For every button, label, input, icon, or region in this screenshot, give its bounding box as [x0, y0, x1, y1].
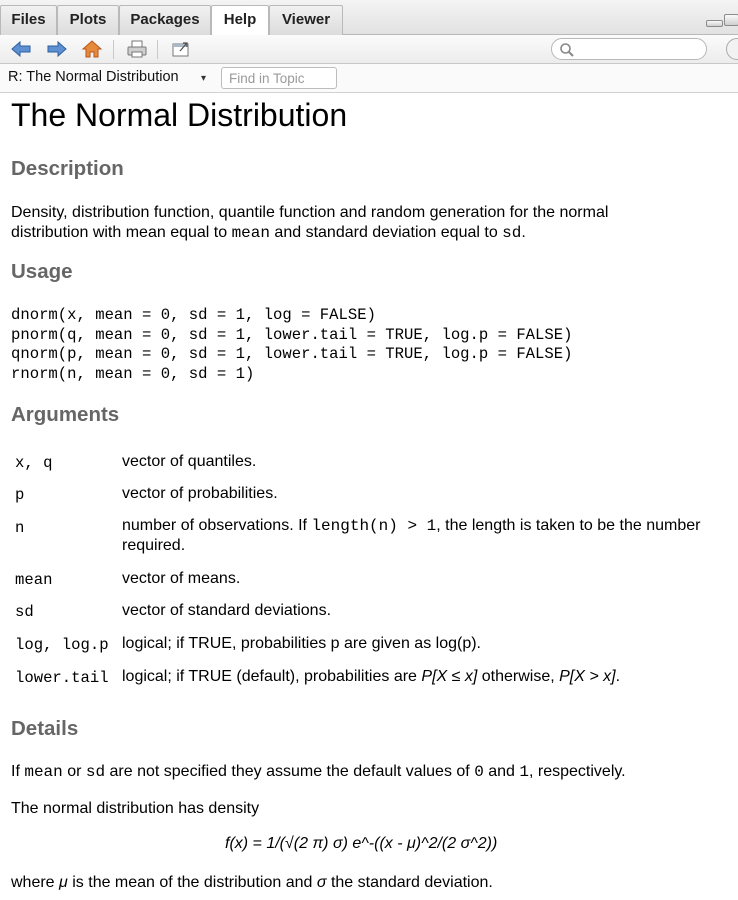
details-text: If	[11, 763, 25, 780]
page-title: The Normal Distribution	[11, 97, 348, 133]
description-line: distribution with mean equal to	[11, 223, 232, 241]
code-span: 0	[474, 763, 484, 781]
argument-description: vector of standard deviations.	[122, 602, 332, 619]
argument-name: sd	[15, 603, 34, 621]
details-text: , respectively.	[529, 763, 626, 780]
tab-packages[interactable]: Packages	[119, 5, 211, 35]
help-toolbar	[0, 35, 738, 64]
description-line: and standard deviation equal to	[269, 223, 503, 241]
argument-description: vector of probabilities.	[122, 485, 278, 502]
usage-code-block	[11, 306, 572, 384]
pane-tab-bar	[0, 0, 738, 35]
section-heading-description: Description	[11, 157, 124, 180]
details-text: where	[11, 874, 60, 891]
argument-text: .	[615, 668, 621, 685]
argument-name: lower.tail	[15, 669, 109, 687]
math-expression: P[X ≤ x]	[421, 668, 478, 685]
description-line: Density, distribution function, quantile function and random generation for the normal	[11, 204, 609, 221]
details-paragraph: The normal distribution has density	[11, 800, 260, 817]
section-heading-usage: Usage	[11, 260, 73, 283]
help-search-input[interactable]	[551, 38, 707, 60]
density-formula: f(x) = 1/(√(2 π) σ) e^-((x - μ)^2/(2 σ^2))	[225, 835, 498, 852]
code-span: mean	[231, 223, 270, 242]
topic-dropdown[interactable]: R: The Normal Distribution	[8, 69, 179, 85]
topic-bar	[0, 64, 738, 93]
usage-line: pnorm(q, mean = 0, sd = 1, lower.tail = TRUE, log.p = FALSE)	[11, 325, 573, 344]
details-paragraph	[11, 762, 701, 783]
forward-arrow-icon[interactable]	[46, 38, 68, 60]
argument-description	[122, 667, 702, 687]
details-text: is the mean of the distribution and	[67, 874, 317, 891]
toolbar-separator	[113, 40, 114, 59]
details-text: or	[62, 763, 86, 780]
code-span: 1	[519, 763, 529, 781]
home-icon[interactable]	[81, 38, 103, 60]
chevron-down-icon[interactable]: ▾	[201, 73, 207, 84]
argument-name: x, q	[15, 454, 53, 472]
maximize-pane-button[interactable]	[724, 14, 738, 26]
search-icon	[559, 42, 575, 63]
argument-description: vector of quantiles.	[122, 453, 257, 470]
usage-line: rnorm(n, mean = 0, sd = 1)	[11, 364, 255, 383]
argument-description: vector of means.	[122, 570, 241, 587]
tab-viewer[interactable]: Viewer	[269, 5, 343, 35]
details-text: and	[483, 763, 520, 780]
help-document	[11, 93, 723, 900]
math-expression: P[X > x]	[559, 668, 616, 685]
details-paragraph	[11, 873, 701, 893]
details-text: the standard deviation.	[326, 874, 493, 891]
argument-description	[122, 516, 702, 556]
tab-files[interactable]: Files	[0, 5, 57, 35]
minimize-pane-button[interactable]	[706, 14, 721, 26]
argument-name: p	[15, 486, 25, 504]
toolbar-separator	[157, 40, 158, 59]
section-heading-details: Details	[11, 717, 79, 740]
back-arrow-icon[interactable]	[10, 38, 32, 60]
code-span: sd	[85, 763, 106, 781]
argument-name: log, log.p	[15, 636, 109, 654]
show-in-window-icon[interactable]	[170, 38, 192, 60]
section-heading-arguments: Arguments	[11, 403, 120, 426]
tab-plots[interactable]: Plots	[57, 5, 119, 35]
math-symbol: σ	[316, 874, 327, 891]
find-in-topic-input[interactable]	[222, 68, 336, 88]
description-text	[11, 203, 701, 243]
argument-text: logical; if TRUE (default), probabilities are	[122, 668, 422, 685]
code-span: length(n) > 1	[311, 517, 437, 535]
refresh-icon[interactable]	[726, 38, 738, 60]
argument-description: logical; if TRUE, probabilities p are given as log(p).	[122, 635, 481, 652]
argument-text: otherwise,	[477, 668, 560, 685]
description-line: .	[521, 223, 526, 241]
math-symbol: μ	[59, 874, 68, 891]
code-span: sd	[502, 223, 522, 242]
argument-text: , the length is taken to be the number required.	[122, 517, 701, 554]
argument-name: mean	[15, 571, 53, 589]
code-span: mean	[24, 763, 63, 781]
argument-text: number of observations. If	[122, 517, 312, 534]
tab-help[interactable]: Help	[211, 5, 269, 36]
print-icon[interactable]	[126, 38, 148, 60]
argument-name: n	[15, 519, 25, 537]
details-text: are not specified they assume the default values of	[105, 763, 475, 780]
usage-line: qnorm(p, mean = 0, sd = 1, lower.tail = TRUE, log.p = FALSE)	[11, 345, 573, 364]
find-in-topic-field[interactable]	[221, 67, 337, 89]
usage-line: dnorm(x, mean = 0, sd = 1, log = FALSE)	[11, 306, 376, 324]
